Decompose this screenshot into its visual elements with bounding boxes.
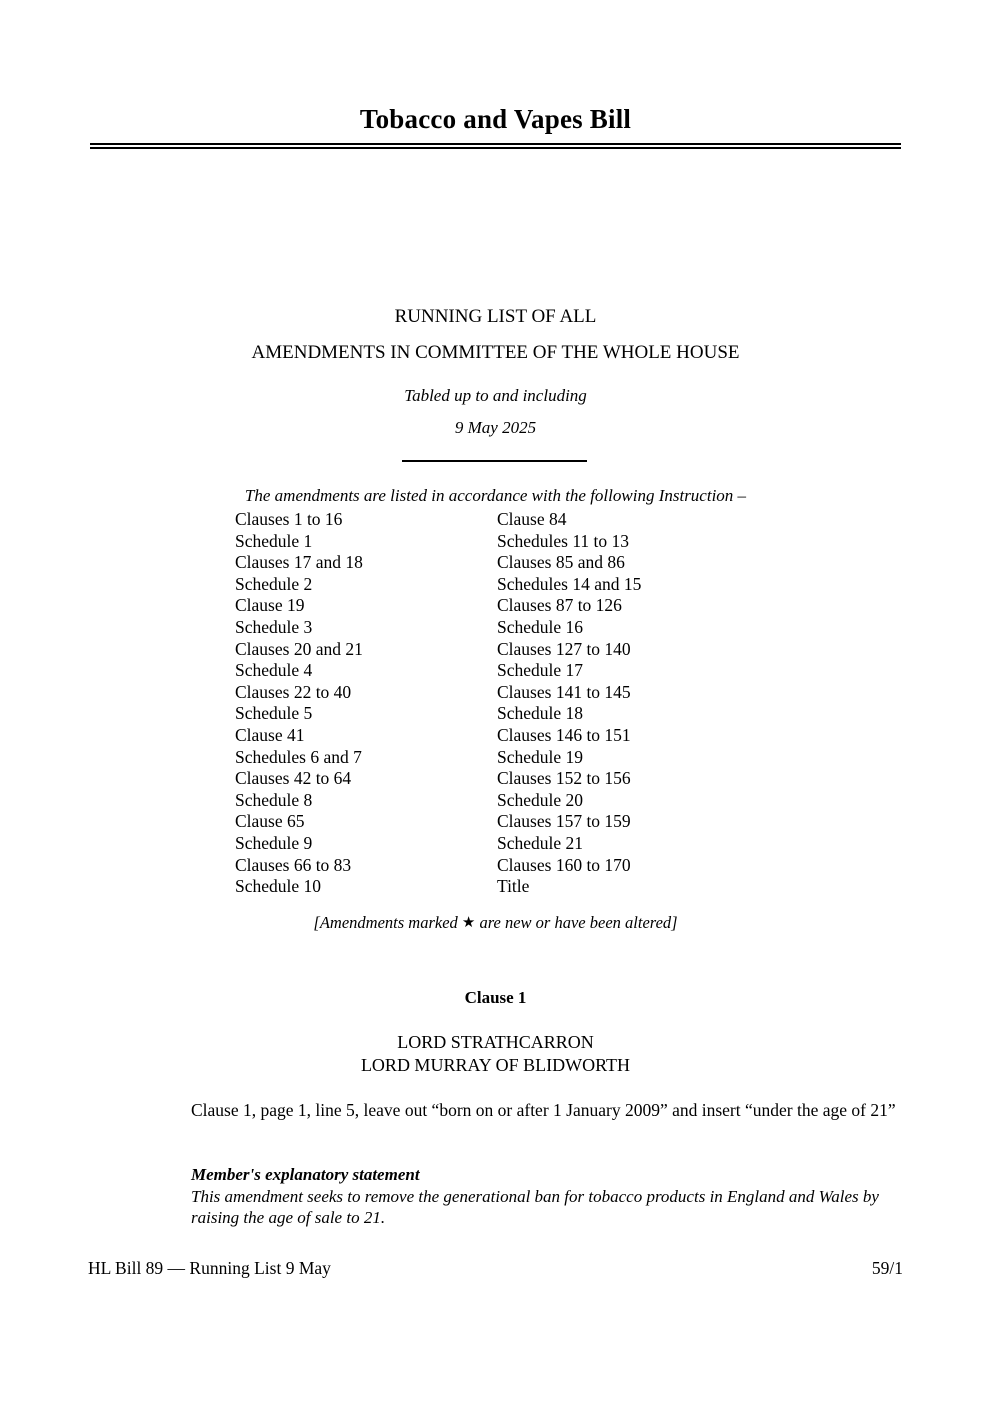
list-item: Clauses 17 and 18 bbox=[235, 552, 363, 573]
footer-page-number: 59/1 bbox=[871, 1258, 903, 1278]
list-item: Schedule 17 bbox=[497, 660, 584, 681]
tabled-date: 9 May 2025 bbox=[454, 418, 537, 437]
page-title: Tobacco and Vapes Bill bbox=[359, 104, 632, 134]
explanatory-statement-title: Member's explanatory statement bbox=[191, 1165, 420, 1184]
list-item: Clauses 152 to 156 bbox=[497, 768, 631, 789]
running-list-heading-line-2: AMENDMENTS IN COMMITTEE OF THE WHOLE HOUSE bbox=[251, 342, 740, 363]
instruction-line: The amendments are listed in accordance with the following Instruction – bbox=[244, 486, 747, 505]
member-name: LORD STRATHCARRON bbox=[397, 1032, 594, 1052]
list-item: Clauses 141 to 145 bbox=[497, 681, 631, 702]
list-item: Clauses 1 to 16 bbox=[235, 509, 343, 529]
section-divider-rule bbox=[402, 460, 587, 462]
list-item: Clauses 157 to 159 bbox=[497, 811, 631, 832]
clause-section-heading: Clause 1 bbox=[464, 988, 527, 1007]
clause-order-list bbox=[0, 509, 991, 909]
clause-order-right-column bbox=[497, 509, 641, 898]
list-item: Clauses 20 and 21 bbox=[235, 638, 363, 659]
page-footer bbox=[88, 1258, 903, 1279]
footer-bill-reference: HL Bill 89 — Running List 9 May bbox=[88, 1258, 331, 1278]
list-item: Schedules 14 and 15 bbox=[497, 573, 642, 594]
member-name: LORD MURRAY OF BLIDWORTH bbox=[360, 1054, 631, 1075]
list-item: Clauses 146 to 151 bbox=[497, 724, 631, 745]
list-item: Schedules 6 and 7 bbox=[235, 746, 362, 767]
star-note-text-before: Amendments marked bbox=[319, 913, 462, 932]
list-item: Clauses 160 to 170 bbox=[497, 854, 631, 875]
member-names bbox=[0, 1031, 991, 1076]
running-list-heading-line-1: RUNNING LIST OF ALL bbox=[394, 306, 597, 327]
star-legend-note bbox=[0, 913, 991, 933]
list-item: Title bbox=[497, 876, 530, 897]
title-rule-thick bbox=[90, 147, 901, 150]
list-item: Clauses 85 and 86 bbox=[497, 552, 625, 573]
list-item: Clauses 42 to 64 bbox=[235, 768, 352, 789]
explanatory-statement-text: This amendment seeks to remove the generational ban for tobacco products in England and Wales by raising the age of sale to 21. bbox=[191, 1187, 879, 1227]
title-rule-thin bbox=[90, 143, 901, 145]
list-item: Schedule 5 bbox=[235, 703, 313, 724]
list-item: Clauses 87 to 126 bbox=[497, 595, 622, 616]
tabled-label: Tabled up to and including bbox=[404, 386, 587, 405]
list-item: Clauses 22 to 40 bbox=[235, 681, 352, 702]
list-item: Schedule 20 bbox=[497, 789, 584, 810]
list-item: Schedule 18 bbox=[497, 703, 584, 724]
list-item: Schedule 8 bbox=[235, 789, 313, 810]
list-item: Clause 19 bbox=[235, 595, 305, 616]
list-item: Schedule 19 bbox=[497, 746, 584, 767]
star-icon: ★ bbox=[461, 915, 476, 931]
list-item: Schedule 1 bbox=[235, 530, 313, 551]
star-note-close-bracket: ] bbox=[671, 913, 678, 932]
title-double-rule bbox=[90, 143, 901, 149]
star-note-text-after: are new or have been altered bbox=[475, 913, 672, 932]
list-item: Schedule 3 bbox=[235, 616, 313, 637]
list-item: Schedule 21 bbox=[497, 832, 584, 853]
list-item: Clause 65 bbox=[235, 811, 305, 832]
list-item: Clauses 66 to 83 bbox=[235, 854, 352, 875]
list-item: Clause 41 bbox=[235, 724, 305, 745]
list-item: Schedule 16 bbox=[497, 616, 584, 637]
amendment-text: Clause 1, page 1, line 5, leave out “born on or after 1 January 2009” and insert “under the age of 21” bbox=[191, 1100, 896, 1120]
list-item: Schedule 2 bbox=[235, 573, 313, 594]
clause-order-left-column bbox=[235, 509, 363, 898]
list-item: Schedule 9 bbox=[235, 832, 313, 853]
list-item: Schedule 4 bbox=[235, 660, 313, 681]
star-note-open-bracket: [ bbox=[313, 913, 320, 932]
list-item: Clause 84 bbox=[497, 509, 567, 529]
list-item: Schedules 11 to 13 bbox=[497, 530, 630, 551]
list-item: Clauses 127 to 140 bbox=[497, 638, 631, 659]
list-item: Schedule 10 bbox=[235, 876, 322, 897]
